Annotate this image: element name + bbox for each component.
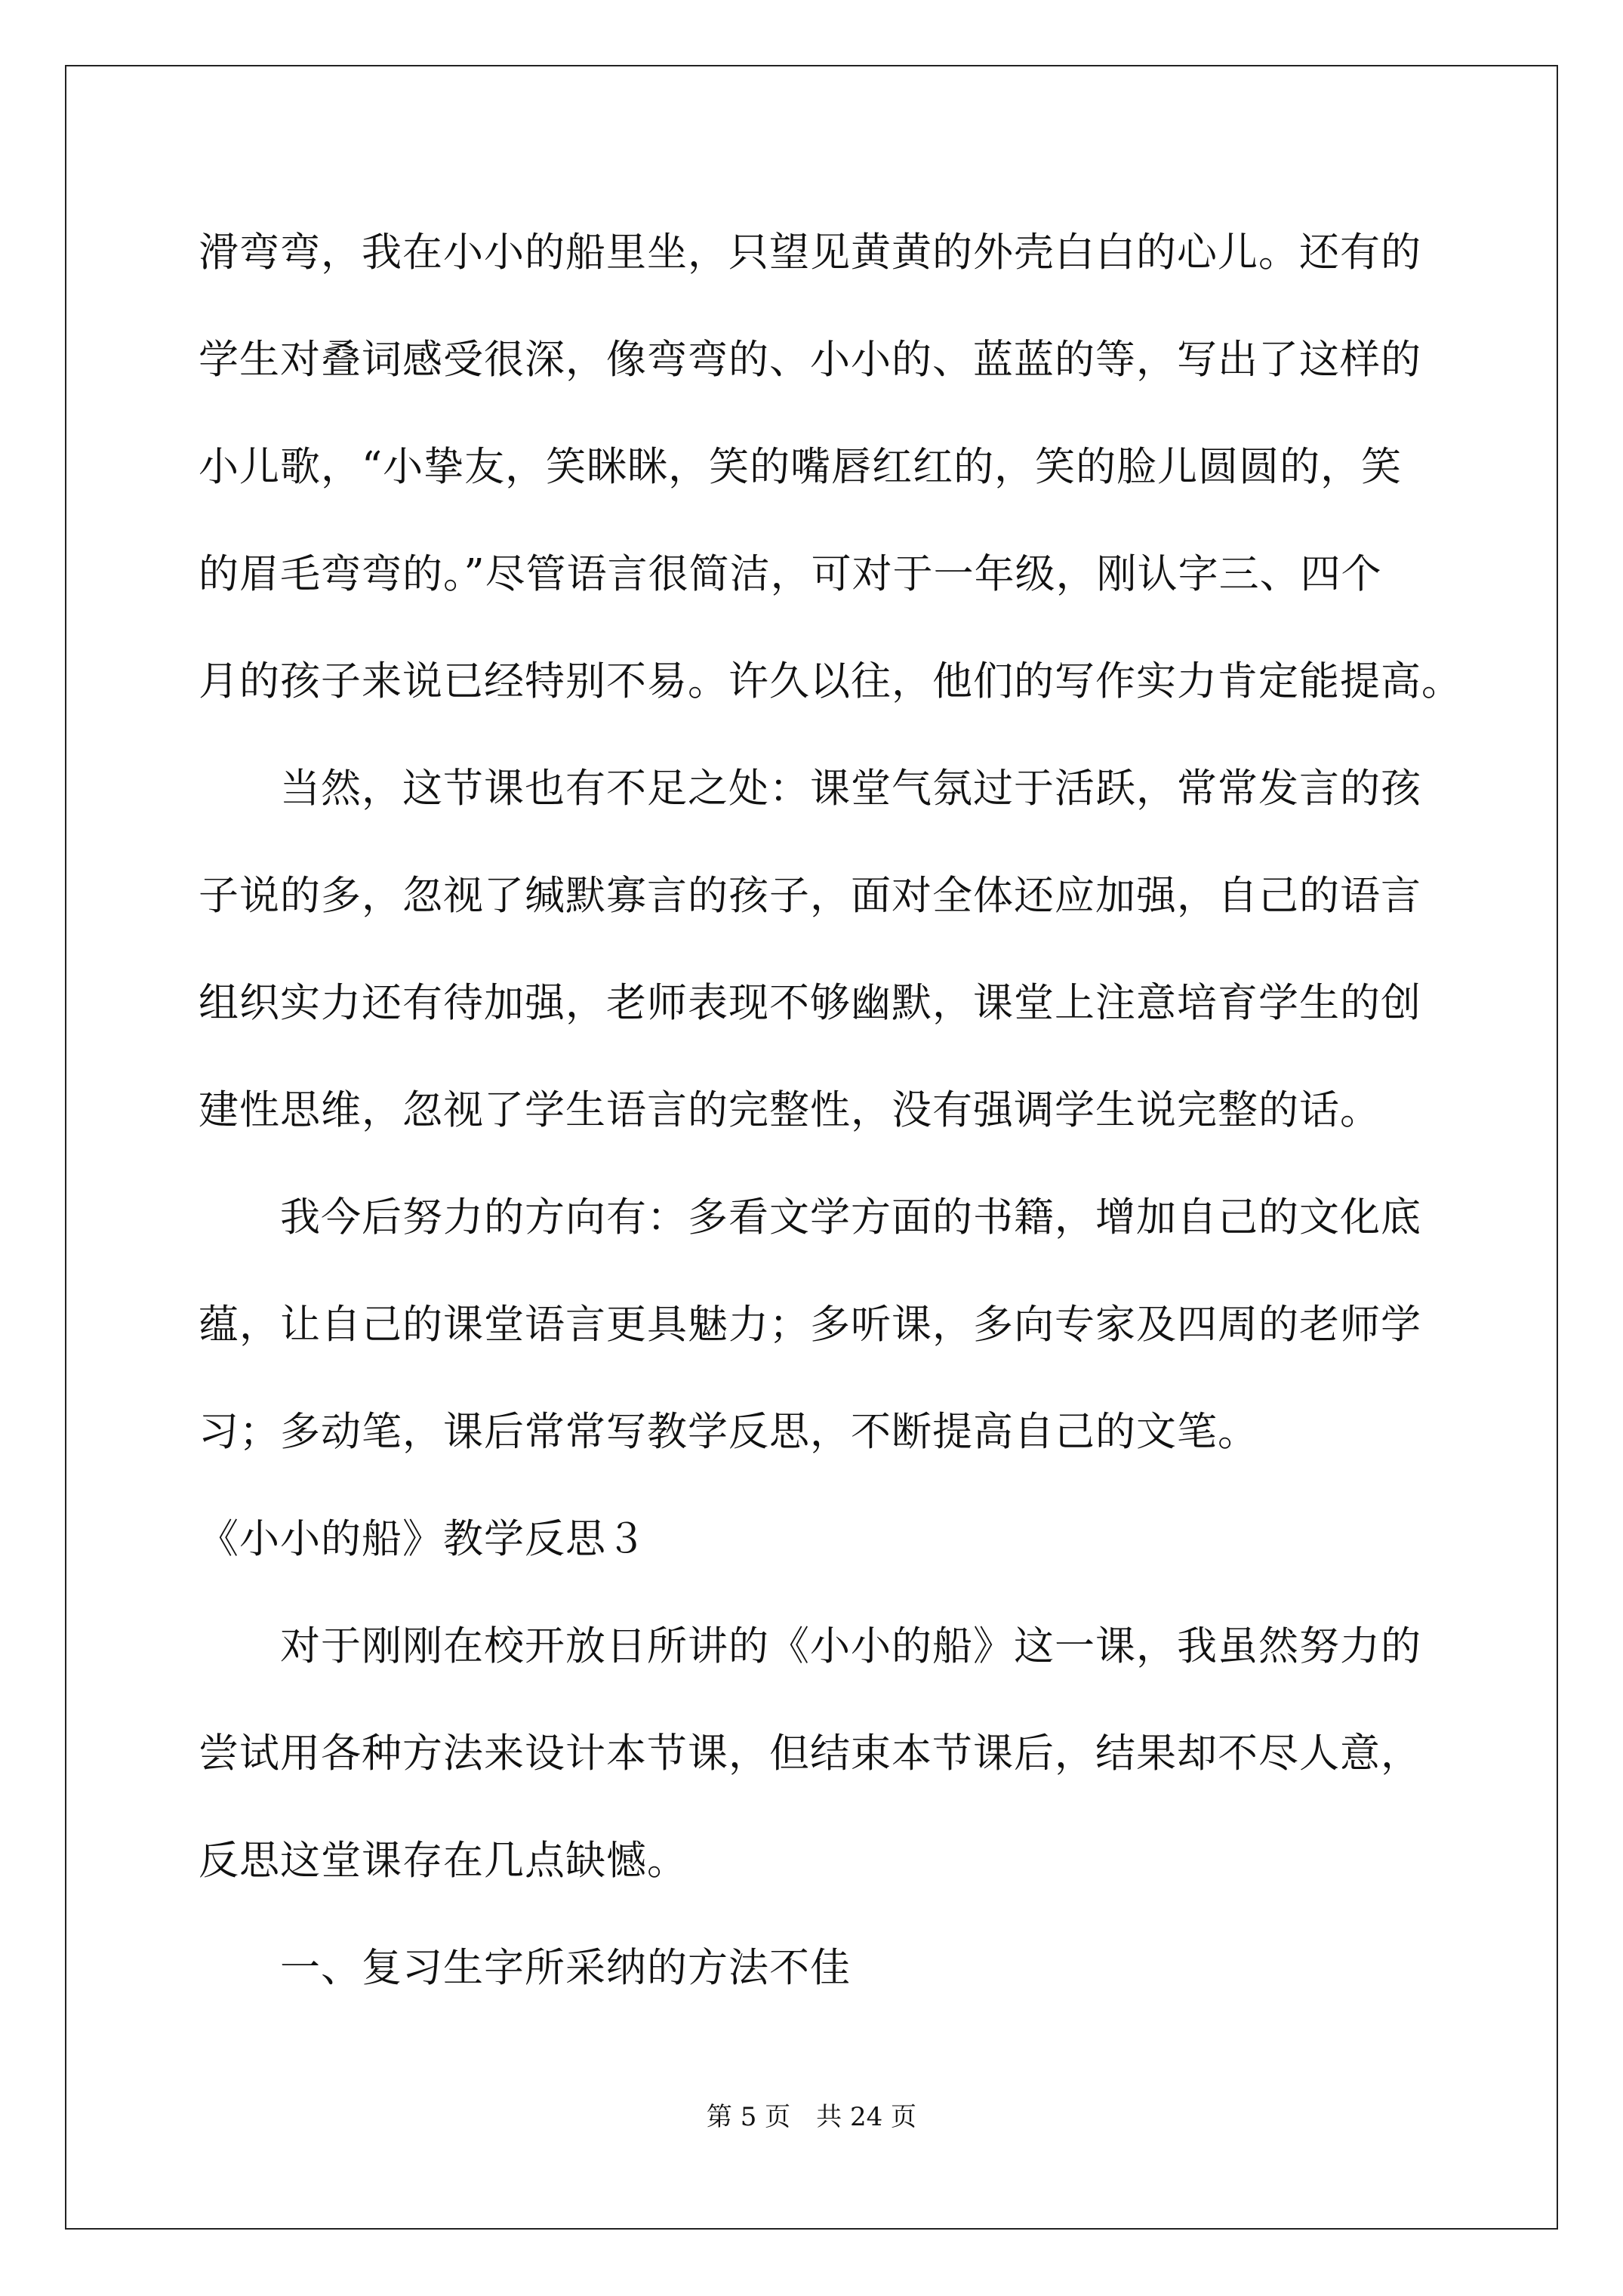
text-line-12: 习；多动笔，课后常常写教学反思，不断提高自己的文笔。 bbox=[199, 1409, 1258, 1455]
page-border bbox=[65, 65, 1558, 2230]
text-line-11: 蕴，让自己的课堂语言更具魅力；多听课，多向专家及四周的老师学 bbox=[199, 1302, 1421, 1348]
text-line-5: 月的孩子来说已经特别不易。许久以往，他们的写作实力肯定能提高。 bbox=[199, 658, 1462, 704]
text-line-17: 一、复习生字所采纳的方法不佳 bbox=[199, 1945, 851, 1991]
section-heading: 《小小的船》教学反思３ bbox=[199, 1516, 647, 1562]
page-footer: 第 5 页 共 24 页 bbox=[706, 2102, 917, 2132]
text-line-16: 反思这堂课存在几点缺憾。 bbox=[199, 1838, 688, 1884]
text-line-10: 我今后努力的方向有：多看文学方面的书籍，增加自己的文化底 bbox=[199, 1194, 1421, 1240]
text-line-2: 学生对叠词感受很深，像弯弯的、小小的、蓝蓝的等，写出了这样的 bbox=[199, 337, 1421, 383]
text-line-7: 子说的多，忽视了缄默寡言的孩子，面对全体还应加强，自己的语言 bbox=[199, 873, 1421, 919]
text-line-6: 当然，这节课也有不足之处：课堂气氛过于活跃，常常发言的孩 bbox=[199, 766, 1421, 812]
text-line-1: 滑弯弯，我在小小的船里坐，只望见黄黄的外壳白白的心儿。还有的 bbox=[199, 230, 1421, 276]
text-line-15: 尝试用各种方法来设计本节课，但结束本节课后，结果却不尽人意， bbox=[199, 1730, 1421, 1777]
text-line-3: 小儿歌，“小挚友，笑眯眯，笑的嘴唇红红的，笑的脸儿圆圆的，笑 bbox=[199, 444, 1403, 490]
text-line-8: 组织实力还有待加强，老师表现不够幽默，课堂上注意培育学生的创 bbox=[199, 980, 1421, 1026]
text-line-14: 对于刚刚在校开放日所讲的《小小的船》这一课，我虽然努力的 bbox=[199, 1623, 1421, 1669]
text-line-9: 建性思维，忽视了学生语言的完整性，没有强调学生说完整的话。 bbox=[199, 1087, 1381, 1133]
text-line-4: 的眉毛弯弯的。”尽管语言很简洁，可对于一年级，刚认字三、四个 bbox=[199, 551, 1382, 597]
